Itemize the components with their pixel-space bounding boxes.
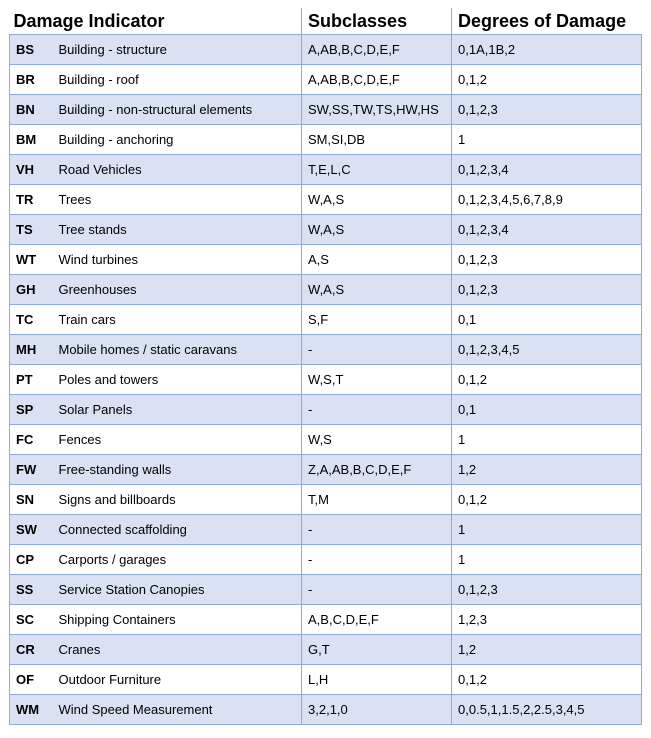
subclasses-cell: W,A,S — [302, 215, 452, 245]
subclasses-cell: T,M — [302, 485, 452, 515]
damage-indicator-table-container — [9, 8, 641, 725]
indicator-code-cell: MH — [10, 335, 51, 365]
indicator-code-cell: TC — [10, 305, 51, 335]
subclasses-cell: - — [302, 515, 452, 545]
table-row — [10, 455, 642, 485]
indicator-name-cell: Outdoor Furniture — [51, 665, 302, 695]
header-degrees-of-damage: Degrees of Damage — [452, 8, 642, 35]
indicator-name-cell: Building - roof — [51, 65, 302, 95]
table-row — [10, 395, 642, 425]
subclasses-cell: - — [302, 545, 452, 575]
table-row — [10, 425, 642, 455]
indicator-code-cell: OF — [10, 665, 51, 695]
indicator-name-cell: Wind turbines — [51, 245, 302, 275]
table-row — [10, 485, 642, 515]
degrees-of-damage-cell: 0,1,2,3,4 — [452, 215, 642, 245]
subclasses-cell: S,F — [302, 305, 452, 335]
indicator-code-cell: BN — [10, 95, 51, 125]
indicator-code-cell: FC — [10, 425, 51, 455]
indicator-name-cell: Wind Speed Measurement — [51, 695, 302, 725]
indicator-name-cell: Mobile homes / static caravans — [51, 335, 302, 365]
table-row — [10, 95, 642, 125]
degrees-of-damage-cell: 1 — [452, 125, 642, 155]
subclasses-cell: G,T — [302, 635, 452, 665]
subclasses-cell: A,AB,B,C,D,E,F — [302, 35, 452, 65]
table-row — [10, 305, 642, 335]
degrees-of-damage-cell: 0,1,2,3 — [452, 575, 642, 605]
degrees-of-damage-cell: 0,1,2 — [452, 365, 642, 395]
degrees-of-damage-cell: 1 — [452, 425, 642, 455]
indicator-code-cell: CP — [10, 545, 51, 575]
indicator-code-cell: GH — [10, 275, 51, 305]
indicator-name-cell: Carports / garages — [51, 545, 302, 575]
indicator-name-cell: Signs and billboards — [51, 485, 302, 515]
indicator-code-cell: BM — [10, 125, 51, 155]
subclasses-cell: W,S,T — [302, 365, 452, 395]
degrees-of-damage-cell: 0,1A,1B,2 — [452, 35, 642, 65]
subclasses-cell: SW,SS,TW,TS,HW,HS — [302, 95, 452, 125]
degrees-of-damage-cell: 0,1,2,3 — [452, 275, 642, 305]
table-row — [10, 605, 642, 635]
indicator-code-cell: WM — [10, 695, 51, 725]
indicator-name-cell: Building - non-structural elements — [51, 95, 302, 125]
indicator-name-cell: Road Vehicles — [51, 155, 302, 185]
table-row — [10, 635, 642, 665]
table-row — [10, 215, 642, 245]
table-row — [10, 65, 642, 95]
indicator-name-cell: Solar Panels — [51, 395, 302, 425]
table-row — [10, 245, 642, 275]
indicator-name-cell: Fences — [51, 425, 302, 455]
indicator-code-cell: SC — [10, 605, 51, 635]
indicator-name-cell: Service Station Canopies — [51, 575, 302, 605]
degrees-of-damage-cell: 0,1,2,3,4 — [452, 155, 642, 185]
subclasses-cell: W,A,S — [302, 185, 452, 215]
subclasses-cell: L,H — [302, 665, 452, 695]
indicator-code-cell: TS — [10, 215, 51, 245]
indicator-name-cell: Shipping Containers — [51, 605, 302, 635]
degrees-of-damage-cell: 0,1,2,3 — [452, 95, 642, 125]
indicator-code-cell: SP — [10, 395, 51, 425]
table-row — [10, 275, 642, 305]
degrees-of-damage-cell: 0,1,2 — [452, 665, 642, 695]
degrees-of-damage-cell: 0,1,2 — [452, 485, 642, 515]
subclasses-cell: - — [302, 395, 452, 425]
indicator-code-cell: VH — [10, 155, 51, 185]
indicator-name-cell: Cranes — [51, 635, 302, 665]
header-subclasses: Subclasses — [302, 8, 452, 35]
table-row — [10, 125, 642, 155]
indicator-name-cell: Building - structure — [51, 35, 302, 65]
indicator-name-cell: Building - anchoring — [51, 125, 302, 155]
header-row — [10, 8, 642, 35]
degrees-of-damage-cell: 0,1,2,3,4,5 — [452, 335, 642, 365]
subclasses-cell: T,E,L,C — [302, 155, 452, 185]
indicator-name-cell: Connected scaffolding — [51, 515, 302, 545]
damage-indicator-table — [9, 8, 642, 725]
table-row — [10, 335, 642, 365]
table-row — [10, 665, 642, 695]
indicator-code-cell: FW — [10, 455, 51, 485]
indicator-name-cell: Trees — [51, 185, 302, 215]
degrees-of-damage-cell: 0,1 — [452, 305, 642, 335]
degrees-of-damage-cell: 0,0.5,1,1.5,2,2.5,3,4,5 — [452, 695, 642, 725]
subclasses-cell: - — [302, 575, 452, 605]
indicator-name-cell: Greenhouses — [51, 275, 302, 305]
indicator-name-cell: Poles and towers — [51, 365, 302, 395]
table-header — [10, 8, 642, 35]
subclasses-cell: W,S — [302, 425, 452, 455]
degrees-of-damage-cell: 0,1,2,3,4,5,6,7,8,9 — [452, 185, 642, 215]
subclasses-cell: A,AB,B,C,D,E,F — [302, 65, 452, 95]
table-body — [10, 35, 642, 725]
subclasses-cell: Z,A,AB,B,C,D,E,F — [302, 455, 452, 485]
subclasses-cell: A,S — [302, 245, 452, 275]
subclasses-cell: - — [302, 335, 452, 365]
indicator-code-cell: WT — [10, 245, 51, 275]
table-row — [10, 35, 642, 65]
indicator-code-cell: PT — [10, 365, 51, 395]
indicator-code-cell: SN — [10, 485, 51, 515]
table-row — [10, 695, 642, 725]
table-row — [10, 575, 642, 605]
header-damage-indicator: Damage Indicator — [10, 8, 302, 35]
table-row — [10, 155, 642, 185]
degrees-of-damage-cell: 1,2 — [452, 455, 642, 485]
indicator-code-cell: BR — [10, 65, 51, 95]
degrees-of-damage-cell: 1 — [452, 545, 642, 575]
indicator-name-cell: Train cars — [51, 305, 302, 335]
indicator-code-cell: TR — [10, 185, 51, 215]
subclasses-cell: A,B,C,D,E,F — [302, 605, 452, 635]
subclasses-cell: SM,SI,DB — [302, 125, 452, 155]
indicator-code-cell: SS — [10, 575, 51, 605]
subclasses-cell: 3,2,1,0 — [302, 695, 452, 725]
indicator-code-cell: CR — [10, 635, 51, 665]
degrees-of-damage-cell: 0,1,2 — [452, 65, 642, 95]
degrees-of-damage-cell: 1,2 — [452, 635, 642, 665]
indicator-name-cell: Tree stands — [51, 215, 302, 245]
indicator-code-cell: BS — [10, 35, 51, 65]
subclasses-cell: W,A,S — [302, 275, 452, 305]
indicator-code-cell: SW — [10, 515, 51, 545]
table-row — [10, 515, 642, 545]
degrees-of-damage-cell: 1 — [452, 515, 642, 545]
table-row — [10, 185, 642, 215]
indicator-name-cell: Free-standing walls — [51, 455, 302, 485]
degrees-of-damage-cell: 0,1 — [452, 395, 642, 425]
degrees-of-damage-cell: 1,2,3 — [452, 605, 642, 635]
degrees-of-damage-cell: 0,1,2,3 — [452, 245, 642, 275]
table-row — [10, 545, 642, 575]
table-row — [10, 365, 642, 395]
